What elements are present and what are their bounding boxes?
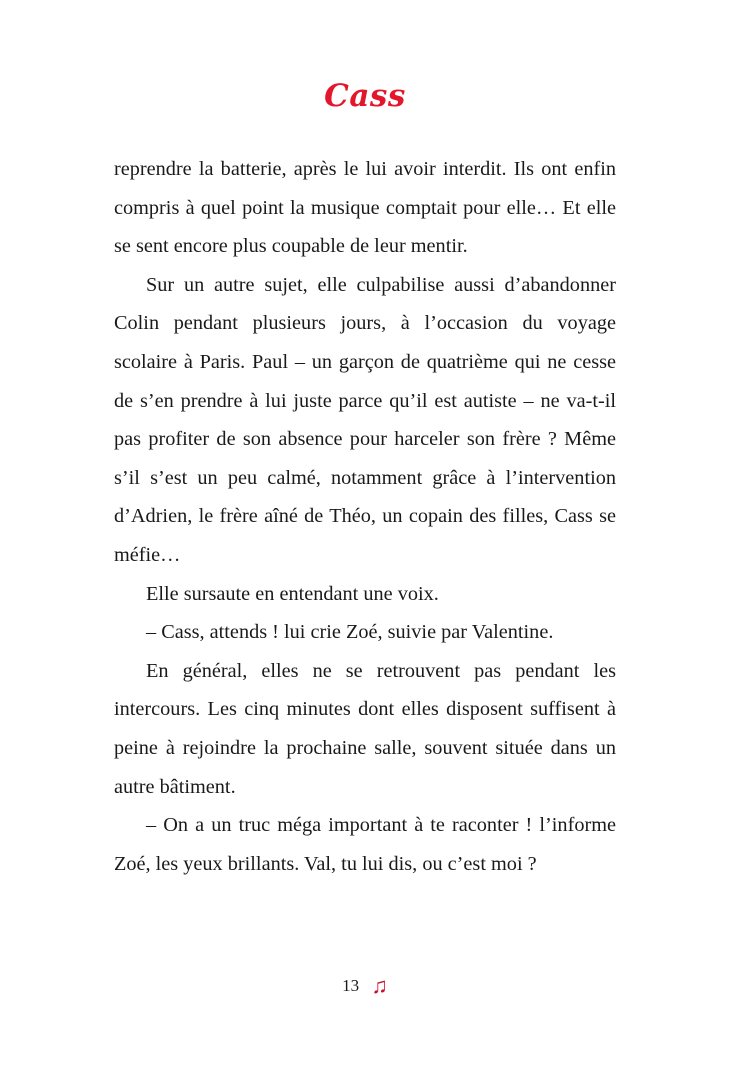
chapter-title: Cass: [324, 78, 406, 114]
paragraph: – On a un truc méga important à te raconter ! l’informe Zoé, les yeux brillants. Val, tu lui dis, ou c’est moi ?: [114, 814, 616, 875]
body-text: [114, 150, 616, 883]
paragraph: Sur un autre sujet, elle culpabilise aussi d’abandonner Colin pendant plusieurs jours, à l’occasion du voyage scolaire à Paris. Paul – un garçon de quatrième qui ne cesse de s’en prendre à lui juste parce qu’il est autiste – ne va-t-il pas profiter de son absence pour harceler son frère ? Même s’il s’est un peu calmé, notamment grâce à l’intervention d’Adrien, le frère aîné de Théo, un copain des filles, Cass se méfie…: [114, 273, 616, 566]
paragraph: reprendre la batterie, après le lui avoir interdit. Ils ont enfin compris à quel point la musique comptait pour elle… Et elle se sent encore plus coupable de leur mentir.: [114, 158, 616, 258]
page-number: 13: [342, 976, 360, 996]
music-notes-icon: ♫: [371, 973, 388, 999]
paragraph: En général, elles ne se retrouvent pas pendant les intercours. Les cinq minutes dont elles disposent suffisent à peine à rejoindre la prochaine salle, souvent située dans un autre bâtiment.: [114, 659, 616, 798]
paragraph: Elle sursaute en entendant une voix.: [146, 582, 439, 605]
page-footer: [0, 975, 730, 997]
paragraph: – Cass, attends ! lui crie Zoé, suivie par Valentine.: [146, 621, 554, 644]
